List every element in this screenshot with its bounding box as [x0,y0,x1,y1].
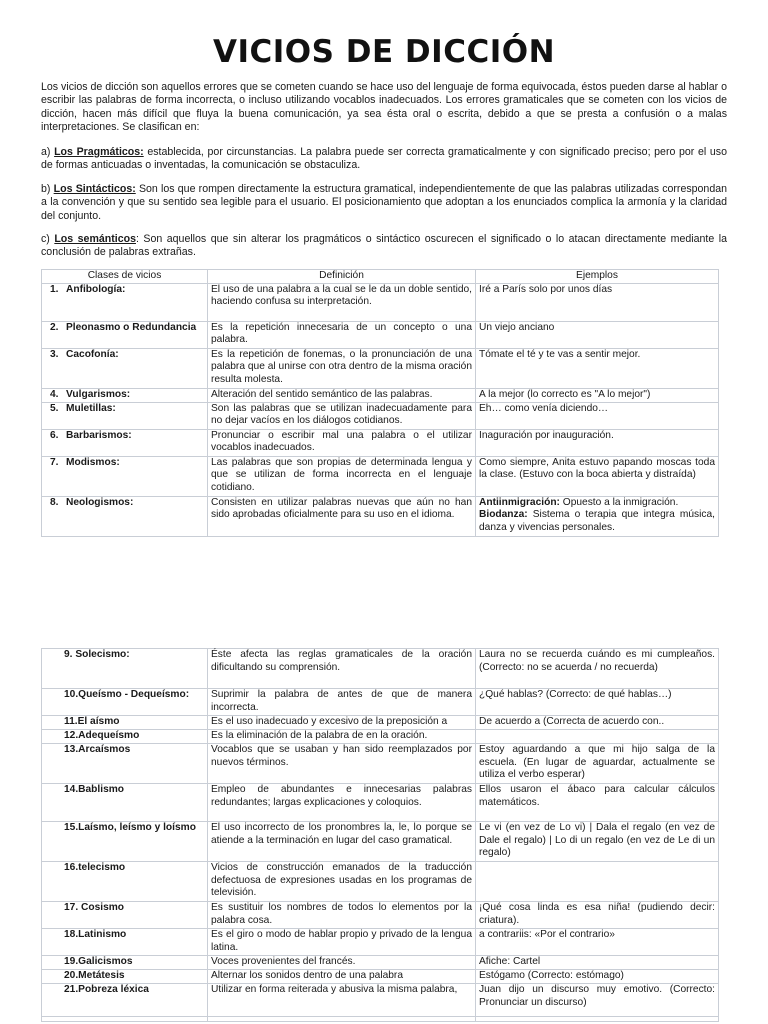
vicio-example: Como siempre, Anita estuvo papando moscas toda la clase. (Estuvo con la boca abierta y distraída) [476,456,719,496]
vicio-definition: Vocablos que se usaban y han sido reemplazados por nuevos términos. [208,744,476,784]
table-row [42,716,719,730]
header-ejemplos: Ejemplos [476,270,719,284]
vicio-example: Inaguración por inauguración. [476,429,719,456]
table-row [42,929,719,956]
vicio-example: A la mejor (lo correcto es "A lo mejor") [476,388,719,402]
table-row [42,902,719,929]
type-term: Los Pragmáticos: [54,146,144,158]
table-row [42,429,719,456]
vicio-definition: Son las palabras que se utilizan inadecuadamente para no dejar vacíos en los diálogos cotidianos. [208,402,476,429]
vicio-example: Juan dijo un discurso muy emotivo. (Correcto: Pronunciar un discurso) [476,984,719,1022]
table-row [42,649,719,689]
vicio-name: 11.El aísmo [42,716,208,730]
vicio-definition: Vicios de construcción emanados de la traducción defectuosa de expresiones usadas en los programas de televisión. [208,862,476,902]
type-sintacticos: b) Los Sintácticos: Son los que rompen directamente la estructura gramatical, independientemente de que las palabras utilizadas correspondan a la convención y que su sentido sea legible para el usuario. El posicionamiento que adoptan a los enunciados complica la armonía y la claridad del conjunto. [41,183,727,222]
table-row [42,496,719,536]
table-row [42,822,719,862]
page-title: VICIOS DE DICCIÓN [212,34,556,70]
vicio-example: De acuerdo a (Correcta de acuerdo con.. [476,716,719,730]
vicio-definition: Alternar los sonidos dentro de una palabra [208,970,476,984]
vicio-example: Estoy aguardando a que mi hijo salga de la escuela. (En lugar de aguardar, actualmente se utiliza el verbo esperar) [476,744,719,784]
type-term: Los semánticos [54,233,136,245]
vicio-definition: Es la repetición de fonemas, o la pronunciación de una palabra que al unirse con otra dentro de la misma oración resulta molesta. [208,348,476,388]
vicio-definition: El uso de una palabra a la cual se le da un doble sentido, haciendo confusa su interpretación. [208,283,476,321]
vicio-name: 6. Barbarismos: [42,429,208,456]
vicio-example: Iré a París solo por unos días [476,283,719,321]
vicio-example: Un viejo anciano [476,321,719,348]
vicio-example: Le vi (en vez de Lo vi) | Dala el regalo (en vez de Dale el regalo) | Lo di un regalo (en vez de Le di un regalo) [476,822,719,862]
vicio-definition: Es la eliminación de la palabra de en la oración. [208,730,476,744]
vicio-name: 2. Pleonasmo o Redundancia [42,321,208,348]
table-continuation-edge [41,1016,718,1024]
vicio-name: 20.Metátesis [42,970,208,984]
vicio-name: 16.telecismo [42,862,208,902]
vicio-example: Eh… como venía diciendo… [476,402,719,429]
vicio-name: 18.Latinismo [42,929,208,956]
vicio-name: 19.Galicismos [42,956,208,970]
table-row [42,862,719,902]
vicio-definition: Utilizar en forma reiterada y abusiva la misma palabra, [208,984,476,1022]
vicio-example [476,730,719,744]
vicio-definition: Las palabras que son propias de determinada lengua y que se utilizan de forma incorrecta en el lenguaje cotidiano. [208,456,476,496]
intro-paragraph: Los vicios de dicción son aquellos errores que se cometen cuando se hace uso del lenguaje de forma equivocada, éstos pueden darse al hablar o escribir las palabras de forma incorrecta, o incluso utilizando vocablos inadecuados. Los errores gramaticales que se cometen con los vicios de dicción, hacen más difícil que fluya la buena comunicación, ya sea ésta oral o escrita, debido a que se presta a confusión o a malas interpretaciones. Se clasifican en: [41,81,727,134]
type-pragmaticos: a) Los Pragmáticos: establecida, por circunstancias. La palabra puede ser correcta gramaticalmente y con significado preciso; pero por el uso de formas anticuadas o inventadas, la comunicación se obstaculiza. [41,146,727,172]
table-row [42,730,719,744]
type-semanticos: c) Los semánticos: Son aquellos que sin alterar los pragmáticos o sintáctico oscurecen el significado o lo atacan directamente mediante la conclusión de palabras extrañas. [41,233,727,259]
vicio-example [476,862,719,902]
vicio-example: Antiinmigración: Opuesto a la inmigración. Biodanza: Sistema o terapia que integra música, danza y vivencias personales. [476,496,719,536]
vicio-name: 5. Muletillas: [42,402,208,429]
table-row [42,321,719,348]
vicio-name: 13.Arcaísmos [42,744,208,784]
vicio-example: ¿Qué hablas? (Correcto: de qué hablas…) [476,689,719,716]
vicio-definition: Éste afecta las reglas gramaticales de la oración dificultando su comprensión. [208,649,476,689]
vicio-name: 4. Vulgarismos: [42,388,208,402]
header-definicion: Definición [208,270,476,284]
vicio-name: 7. Modismos: [42,456,208,496]
vicio-name: 3. Cacofonía: [42,348,208,388]
vicio-example: a contrariis: «Por el contrario» [476,929,719,956]
vicio-definition: Es la repetición innecesaria de un concepto o una palabra. [208,321,476,348]
table-row [42,970,719,984]
table-row [42,348,719,388]
vicio-name: 15.Laísmo, leísmo y loísmo [42,822,208,862]
vicio-example: Laura no se recuerda cuándo es mi cumpleaños. (Correcto: no se acuerda / no recuerda) [476,649,719,689]
vicio-example: Afiche: Cartel [476,956,719,970]
vicio-definition: Voces provenientes del francés. [208,956,476,970]
vicio-name: 21.Pobreza léxica [42,984,208,1022]
header-clases: Clases de vicios [42,270,208,284]
vicio-example: Tómate el té y te vas a sentir mejor. [476,348,719,388]
type-term: Los Sintácticos: [53,183,136,195]
vicio-definition: Es el giro o modo de hablar propio y privado de la lengua latina. [208,929,476,956]
vicio-name: 1. Anfibología: [42,283,208,321]
table-row [42,283,719,321]
table-header-row [42,270,719,284]
vicio-definition: Alteración del sentido semántico de las palabras. [208,388,476,402]
vicio-example: Ellos usaron el ábaco para calcular cálculos matemáticos. [476,784,719,822]
table-row [42,689,719,716]
table-row [42,744,719,784]
vicio-name: 8. Neologismos: [42,496,208,536]
vicio-example: ¡Qué cosa linda es esa niña! (pudiendo decir: criatura). [476,902,719,929]
vicio-definition: Es sustituir los nombres de todos lo elementos por la palabra cosa. [208,902,476,929]
vicio-name: 14.Bablismo [42,784,208,822]
table-row [42,402,719,429]
table-row [42,456,719,496]
vicio-definition: Consisten en utilizar palabras nuevas que aún no han sido aprobadas oficialmente para su uso en el idioma. [208,496,476,536]
vicio-definition: Suprimir la palabra de antes de que de manera incorrecta. [208,689,476,716]
vicio-definition: El uso incorrecto de los pronombres la, le, lo porque se atiende a la terminación en lugar del caso gramatical. [208,822,476,862]
vicios-table-2 [41,648,719,1022]
vicio-name: 10.Queísmo - Dequeísmo: [42,689,208,716]
vicio-name: 9. Solecismo: [42,649,208,689]
vicio-name: 17. Cosismo [42,902,208,929]
vicio-definition: Es el uso inadecuado y excesivo de la preposición a [208,716,476,730]
vicio-name: 12.Adequeísmo [42,730,208,744]
vicio-example: Estógamo (Correcto: estómago) [476,970,719,984]
table-row [42,388,719,402]
table-row [42,956,719,970]
vicio-definition: Empleo de abundantes e innecesarias palabras redundantes; largas explicaciones y coloquios. [208,784,476,822]
table-row [42,784,719,822]
vicios-table-1 [41,269,719,537]
vicio-definition: Pronunciar o escribir mal una palabra o el utilizar vocablos inadecuados. [208,429,476,456]
